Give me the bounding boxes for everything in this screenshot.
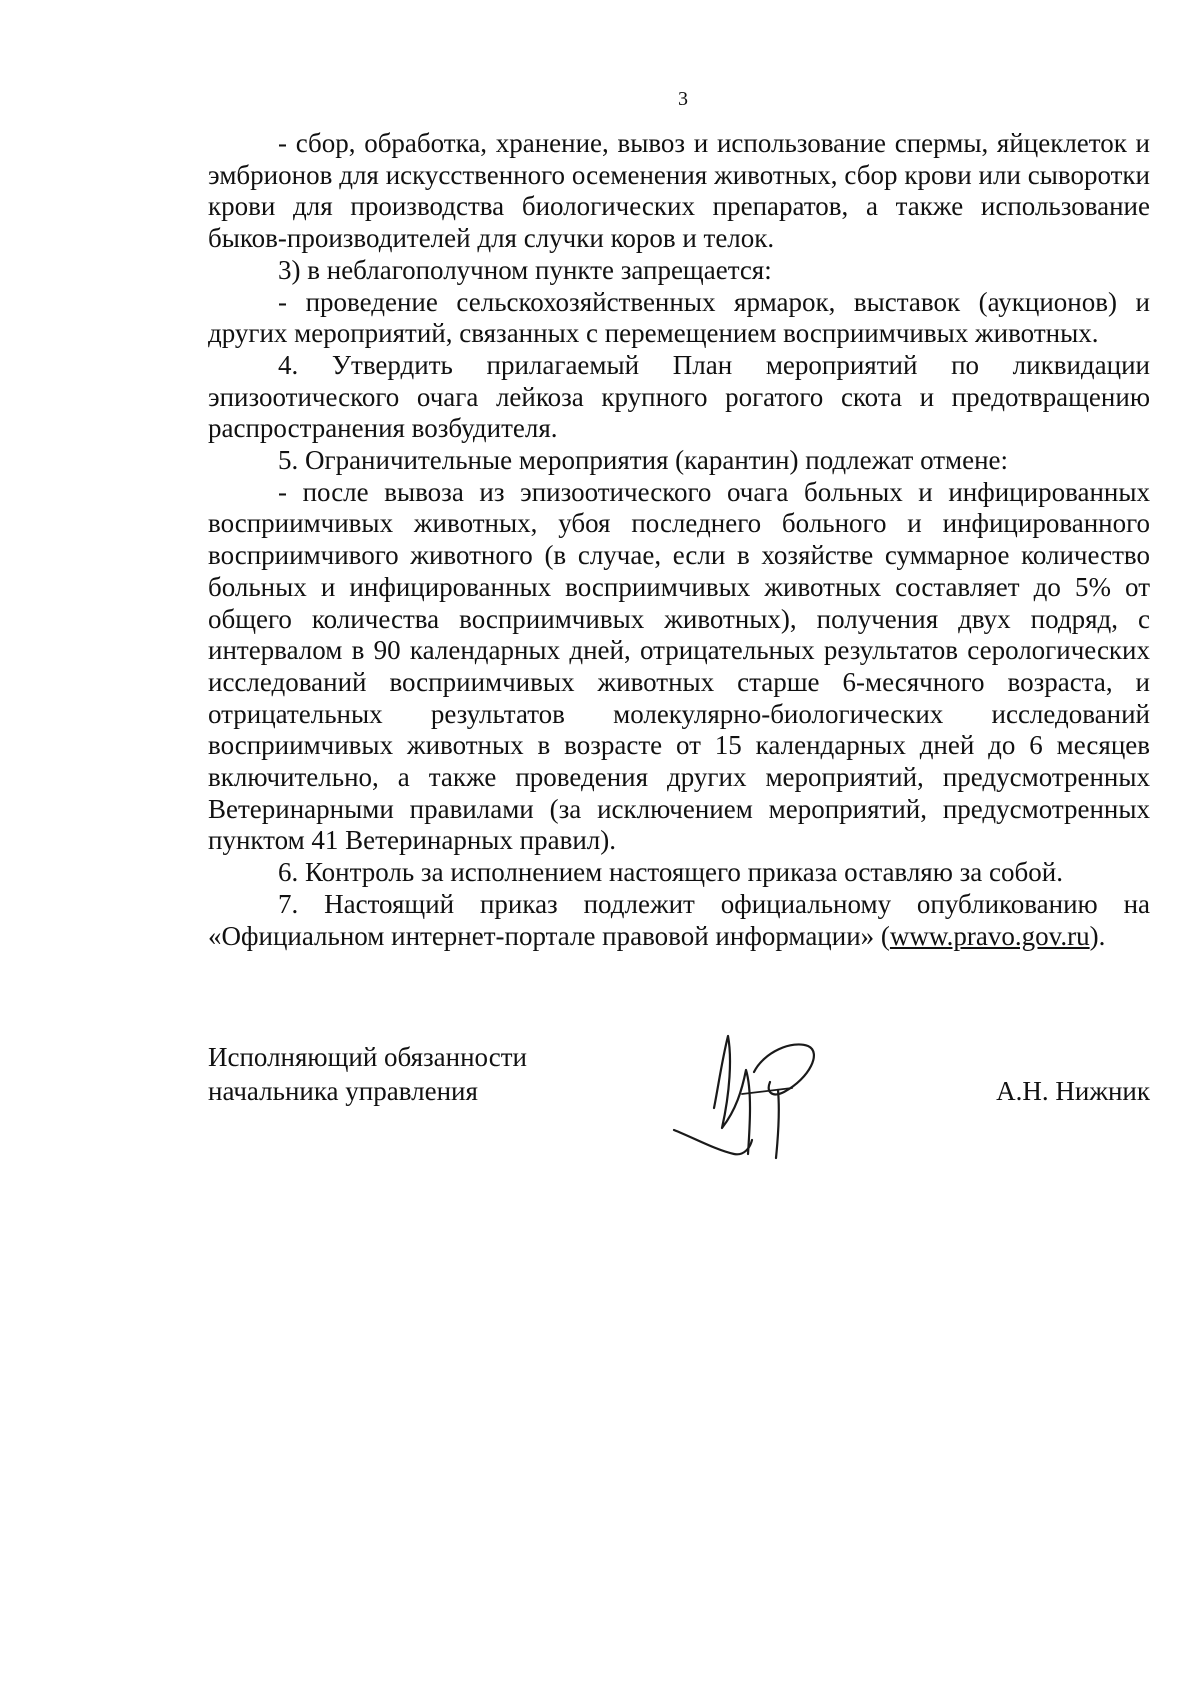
publication-text: 7. Настоящий приказ подлежит официальному опубликованию на «Официальном интернет-портале правовой информации» ( — [208, 888, 1150, 951]
signatory-title-line-2: начальника управления — [208, 1076, 478, 1106]
signatory-title-line-1: Исполняющий обязанности — [208, 1042, 527, 1072]
paragraph-quarantine-conditions: - после вывоза из эпизоотического очага больных и инфицированных восприимчивых животных, убоя последнего больного и инфицированного восприимчивого животного (в случае, если в хозяйстве суммарное количество больных и инфицированных восприимчивых животных составляет до 5% от общего количества восприимчивых животных), получения двух подряд, с интервалом в 90 календарных дней, отрицательных результатов серологических исследований восприимчивых животных старше 6-месячного возраста, и отрицательных результатов молекулярно-биологических исследований восприимчивых животных в возрасте от 15 календарных дней до 6 месяцев включительно, а также проведения других мероприятий, предусмотренных Ветеринарными правилами (за исключением мероприятий, предусмотренных пунктом 41 Ветеринарных правил). — [208, 476, 1150, 856]
paragraph-publication — [208, 889, 1150, 952]
signatory-title — [208, 1040, 527, 1108]
paragraph-semen-collection: - сбор, обработка, хранение, вывоз и использование спермы, яйцеклеток и эмбрионов для искусственного осеменения животных, сбор крови или сыворотки крови для производства биологических препаратов, а также использование быков-производителей для случки коров и телок. — [208, 128, 1150, 254]
publication-text-end: ). — [1089, 920, 1106, 951]
paragraph-control: 6. Контроль за исполнением настоящего приказа оставляю за собой. — [278, 857, 1063, 888]
signatory-name: А.Н. Нижник — [996, 1076, 1150, 1106]
handwritten-signature — [672, 1030, 852, 1160]
paragraph-quarantine-cancel-heading: 5. Ограничительные мероприятия (карантин) подлежат отмене: — [278, 445, 1009, 476]
page-number: 3 — [678, 88, 688, 110]
paragraph-prohibitions-heading: 3) в неблагополучном пункте запрещается: — [278, 254, 772, 285]
paragraph-approve-plan: 4. Утвердить прилагаемый План мероприятий по ликвидации эпизоотического очага лейкоза крупного рогатого скота и предотвращению распространения возбудителя. — [208, 349, 1150, 444]
paragraph-fairs-prohibition: - проведение сельскохозяйственных ярмарок, выставок (аукционов) и других мероприятий, связанных с перемещением восприимчивых животных. — [208, 286, 1150, 349]
document-body — [208, 128, 1150, 952]
pravo-link[interactable]: www.pravo.gov.ru — [889, 920, 1090, 951]
